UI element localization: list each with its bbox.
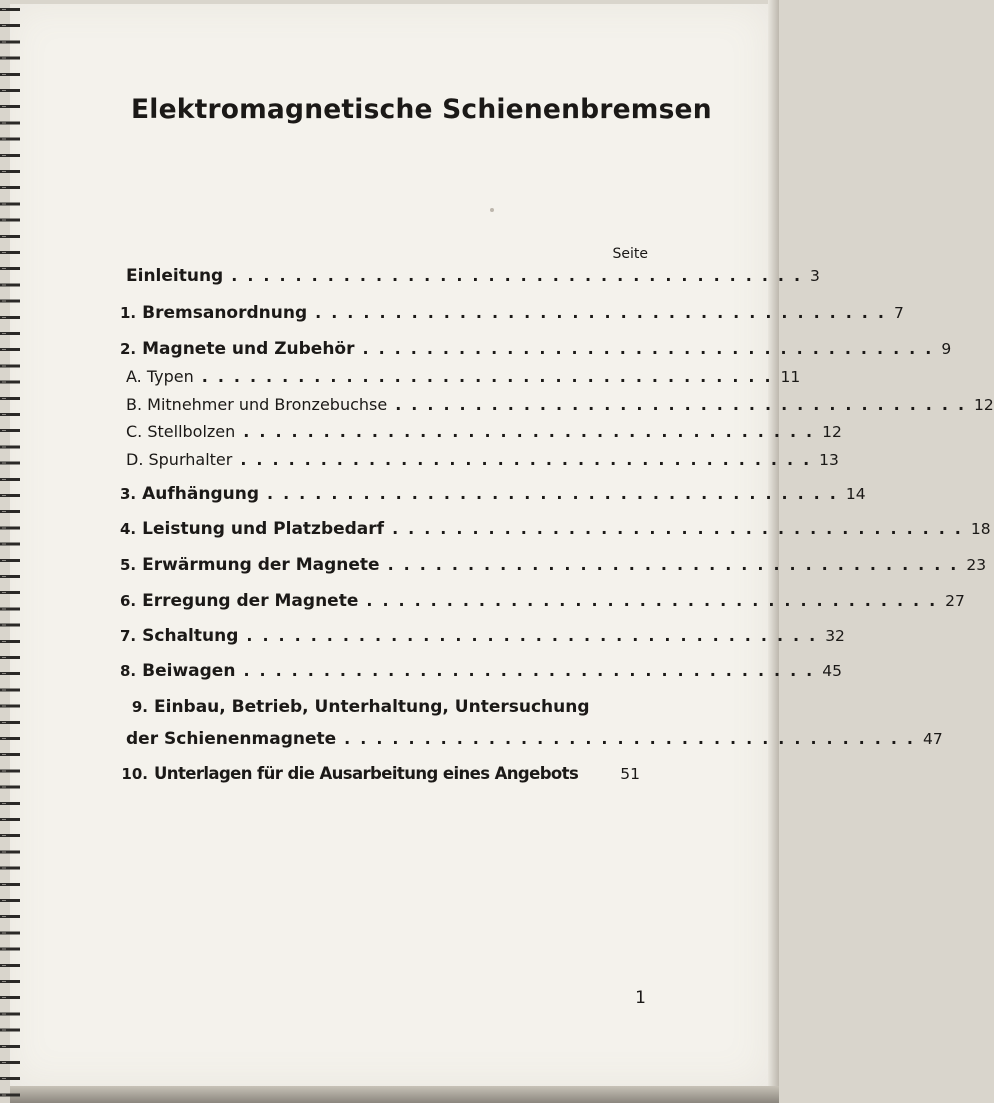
toc-number: 9. — [131, 698, 148, 716]
leader-dots: .................................... — [201, 367, 781, 386]
page-bottom-edge — [10, 1086, 779, 1103]
toc-label: Bremsanordnung — [142, 303, 308, 323]
leader-dots: .................................... — [387, 555, 967, 574]
toc-entry-9-line2 — [120, 729, 943, 753]
page-stack-edge — [768, 0, 779, 1090]
toc-label: Leistung und Platzbedarf — [142, 519, 385, 539]
toc-number: 4. — [120, 520, 137, 538]
toc-entry-8 — [120, 661, 842, 685]
toc-page: 9 — [941, 340, 952, 358]
spiral-binding-highlight — [2, 0, 6, 1100]
toc-entry-9-line1 — [120, 697, 640, 721]
leader-dots: .................................... — [246, 626, 826, 645]
toc-entry-introduction — [120, 266, 820, 290]
toc-page: 32 — [825, 627, 845, 645]
toc-subentry-b — [120, 395, 994, 419]
toc-label: C. Stellbolzen — [126, 422, 236, 441]
toc-label: D. Spurhalter — [126, 450, 233, 469]
toc-label: B. Mitnehmer und Bronzebuchse — [126, 395, 388, 414]
document-page — [10, 4, 768, 1086]
leader-dots: .................................... — [231, 266, 811, 285]
toc-number: 10. — [121, 765, 148, 783]
toc-entry-6 — [120, 591, 965, 615]
toc-page: 45 — [822, 662, 842, 680]
toc-entry-4 — [120, 519, 991, 543]
toc-number: 6. — [120, 592, 137, 610]
toc-page: 23 — [966, 556, 987, 574]
leader-dots: .................................... — [240, 450, 820, 469]
toc-label: Erwärmung der Magnete — [142, 555, 380, 575]
leader-dots: .................................... — [395, 395, 975, 414]
toc-subentry-d — [120, 450, 839, 474]
toc-label: Beiwagen — [142, 661, 236, 681]
leader-dots: .................................... — [243, 422, 823, 441]
leader-dots: .................................... — [392, 519, 971, 538]
leader-dots: .................................... — [267, 484, 846, 503]
toc-page: 27 — [945, 592, 965, 610]
toc-entry-7 — [120, 626, 845, 650]
toc-entry-10 — [120, 764, 640, 788]
toc-label: Einbau, Betrieb, Unterhaltung, Untersuchung — [154, 697, 590, 717]
leader-dots: .................................... — [366, 591, 946, 610]
leader-dots: .................................... — [344, 729, 923, 748]
toc-label: Erregung der Magnete — [142, 591, 359, 611]
toc-page: 7 — [893, 304, 904, 322]
page-column-label: Seite — [612, 246, 648, 262]
leader-dots: .................................... — [243, 661, 823, 680]
toc-page: 18 — [970, 520, 991, 538]
toc-number: 3. — [120, 485, 137, 503]
toc-label: A. Typen — [126, 367, 194, 386]
toc-label: Magnete und Zubehör — [142, 339, 355, 359]
toc-page: 14 — [845, 485, 866, 503]
page-number: 1 — [635, 988, 646, 1008]
toc-page: 12 — [974, 396, 994, 414]
toc-label-continued: der Schienenmagnete — [126, 729, 337, 749]
toc-page: 13 — [819, 451, 839, 469]
toc-number: 5. — [120, 556, 137, 574]
toc-entry-1 — [120, 303, 904, 327]
toc-number: 7. — [120, 627, 137, 645]
toc-subentry-a — [120, 367, 801, 391]
toc-page: 11 — [780, 368, 801, 386]
paper-spot — [490, 208, 494, 212]
toc-page: 3 — [810, 267, 820, 285]
toc-number: 8. — [120, 662, 137, 680]
toc-label: Unterlagen für die Ausarbeitung eines Angebots — [154, 764, 579, 783]
toc-number: 2. — [120, 340, 137, 358]
toc-entry-5 — [120, 555, 987, 579]
toc-label: Aufhängung — [142, 484, 260, 504]
page-title: Elektromagnetische Schienenbremsen — [131, 94, 712, 125]
toc-label: Einleitung — [126, 266, 224, 286]
toc-entry-2 — [120, 339, 952, 363]
leader-dots: .................................... — [362, 339, 942, 358]
toc-page: 51 — [620, 765, 640, 783]
toc-page: 47 — [922, 730, 943, 748]
toc-label: Schaltung — [142, 626, 239, 646]
toc-page: 12 — [822, 423, 842, 441]
toc-subentry-c — [120, 422, 842, 446]
toc-entry-3 — [120, 484, 866, 508]
leader-dots: .................................... — [315, 303, 894, 322]
toc-number: 1. — [120, 304, 137, 322]
